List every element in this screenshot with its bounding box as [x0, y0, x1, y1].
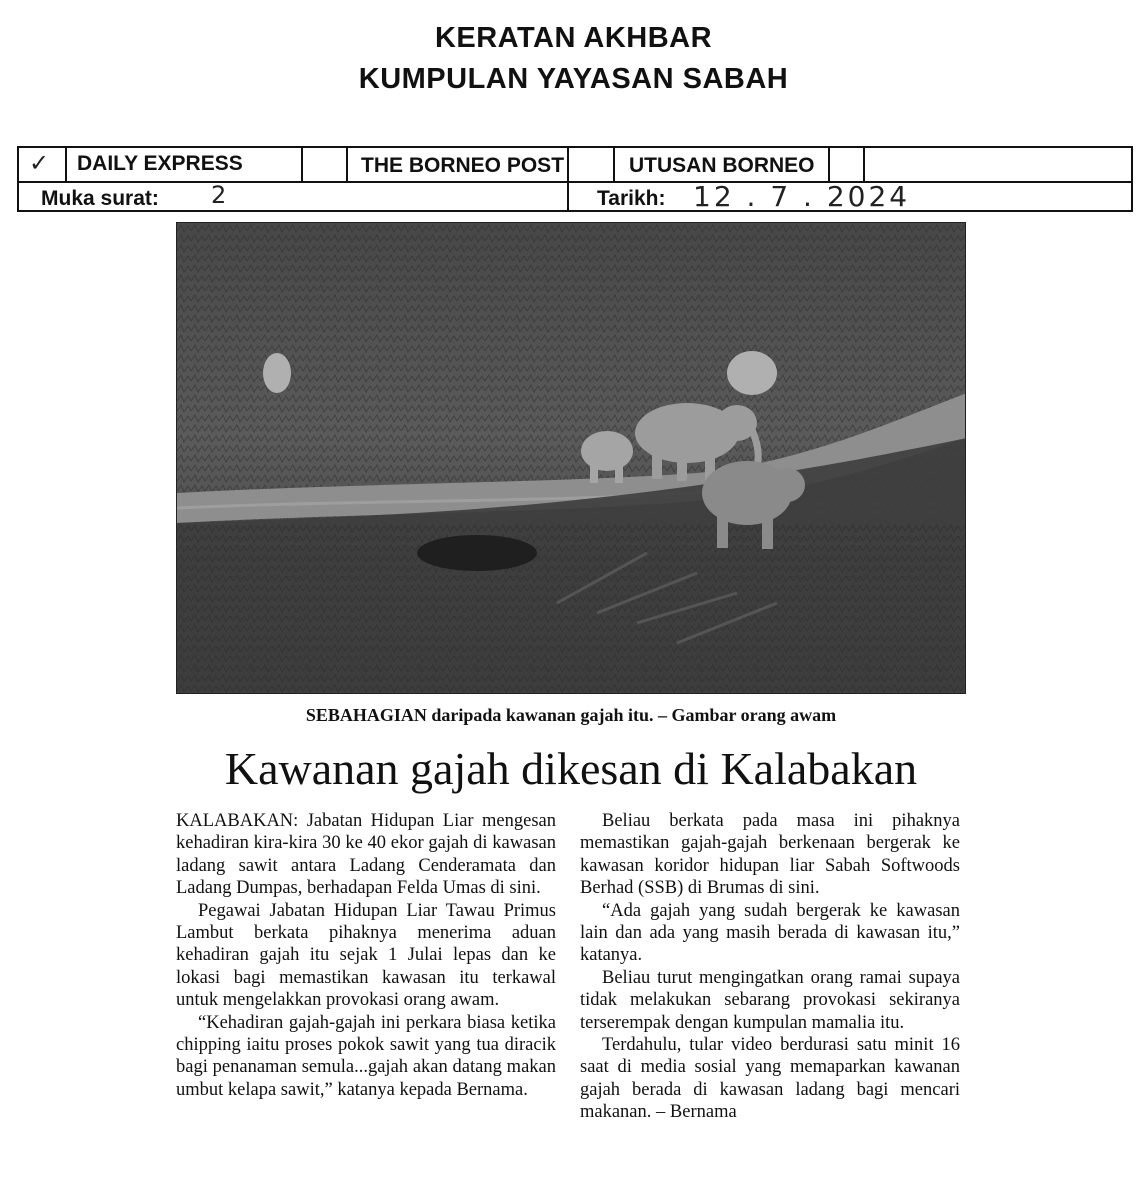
article-paragraph: Terdahulu, tular video berdurasi satu minit 16 saat di media sosial yang memaparkan kawanan gajah berada di kawasan ladang bagi mencari makanan. – Bernama [580, 1035, 960, 1123]
article-column-right [580, 810, 960, 1124]
caption-text: daripada kawanan gajah itu. – Gambar orang awam [426, 705, 837, 725]
page-number-label: Muka surat: [41, 187, 159, 210]
article-paragraph: Beliau turut mengingatkan orang ramai supaya tidak melakukan sebarang provokasi sekiranya terserempak dengan kumpulan mamalia itu. [580, 967, 960, 1033]
table-divider [613, 148, 615, 181]
table-divider [567, 148, 569, 210]
table-row-divider [19, 181, 1131, 183]
source-utusan-borneo: UTUSAN BORNEO [629, 154, 815, 177]
table-divider [346, 148, 348, 181]
article-paragraph: “Kehadiran gajah-gajah ini perkara biasa ketika chipping iaitu proses pokok sawit yang tua diracik bagi penanaman semula...gajah akan datang makan umbut kelapa sawit,” katanya kepada Bernama. [176, 1012, 556, 1100]
clipping-header-subtitle: KUMPULAN YAYASAN SABAH [358, 63, 789, 95]
selected-check-mark: ✓ [29, 149, 50, 177]
table-divider [863, 148, 865, 181]
article-headline: Kawanan gajah dikesan di Kalabakan [224, 743, 918, 794]
source-table [17, 146, 1133, 212]
elephant-herd-photo [176, 222, 966, 694]
date-label: Tarikh: [597, 187, 666, 210]
article-paragraph: “Ada gajah yang sudah bergerak ke kawasan lain dan ada yang masih berada di kawasan itu,” katanya. [580, 900, 960, 966]
clipping-header-title: KERATAN AKHBAR [434, 22, 713, 54]
article-column-left [176, 810, 556, 1101]
table-divider [828, 148, 830, 181]
source-borneo-post: THE BORNEO POST [361, 154, 565, 177]
date-value: 12 . 7 . 2024 [693, 180, 911, 213]
table-divider [65, 148, 67, 181]
page-number-value: 2 [211, 181, 227, 209]
source-daily-express: DAILY EXPRESS [77, 152, 243, 175]
article-paragraph: KALABAKAN: Jabatan Hidupan Liar mengesan kehadiran kira-kira 30 ke 40 ekor gajah di kawasan ladang sawit antara Ladang Cenderamata dan Ladang Dumpas, berhadapan Felda Umas di sini. [176, 811, 556, 899]
article-paragraph: Beliau berkata pada masa ini pihaknya memastikan gajah-gajah berkenaan bergerak ke kawasan koridor hidupan liar Sabah Softwoods Berhad (SSB) di Brumas di sini. [580, 811, 960, 899]
table-divider [301, 148, 303, 181]
photo-caption [176, 705, 966, 726]
article-paragraph: Pegawai Jabatan Hidupan Liar Tawau Primus Lambut berkata pihaknya menerima aduan kehadiran gajah itu sejak 1 Julai lepas dan ke lokasi bagi memastikan kawasan itu terkawal untuk mengelakkan provokasi orang awam. [176, 900, 556, 1011]
caption-bold: SEBAHAGIAN [305, 705, 427, 725]
